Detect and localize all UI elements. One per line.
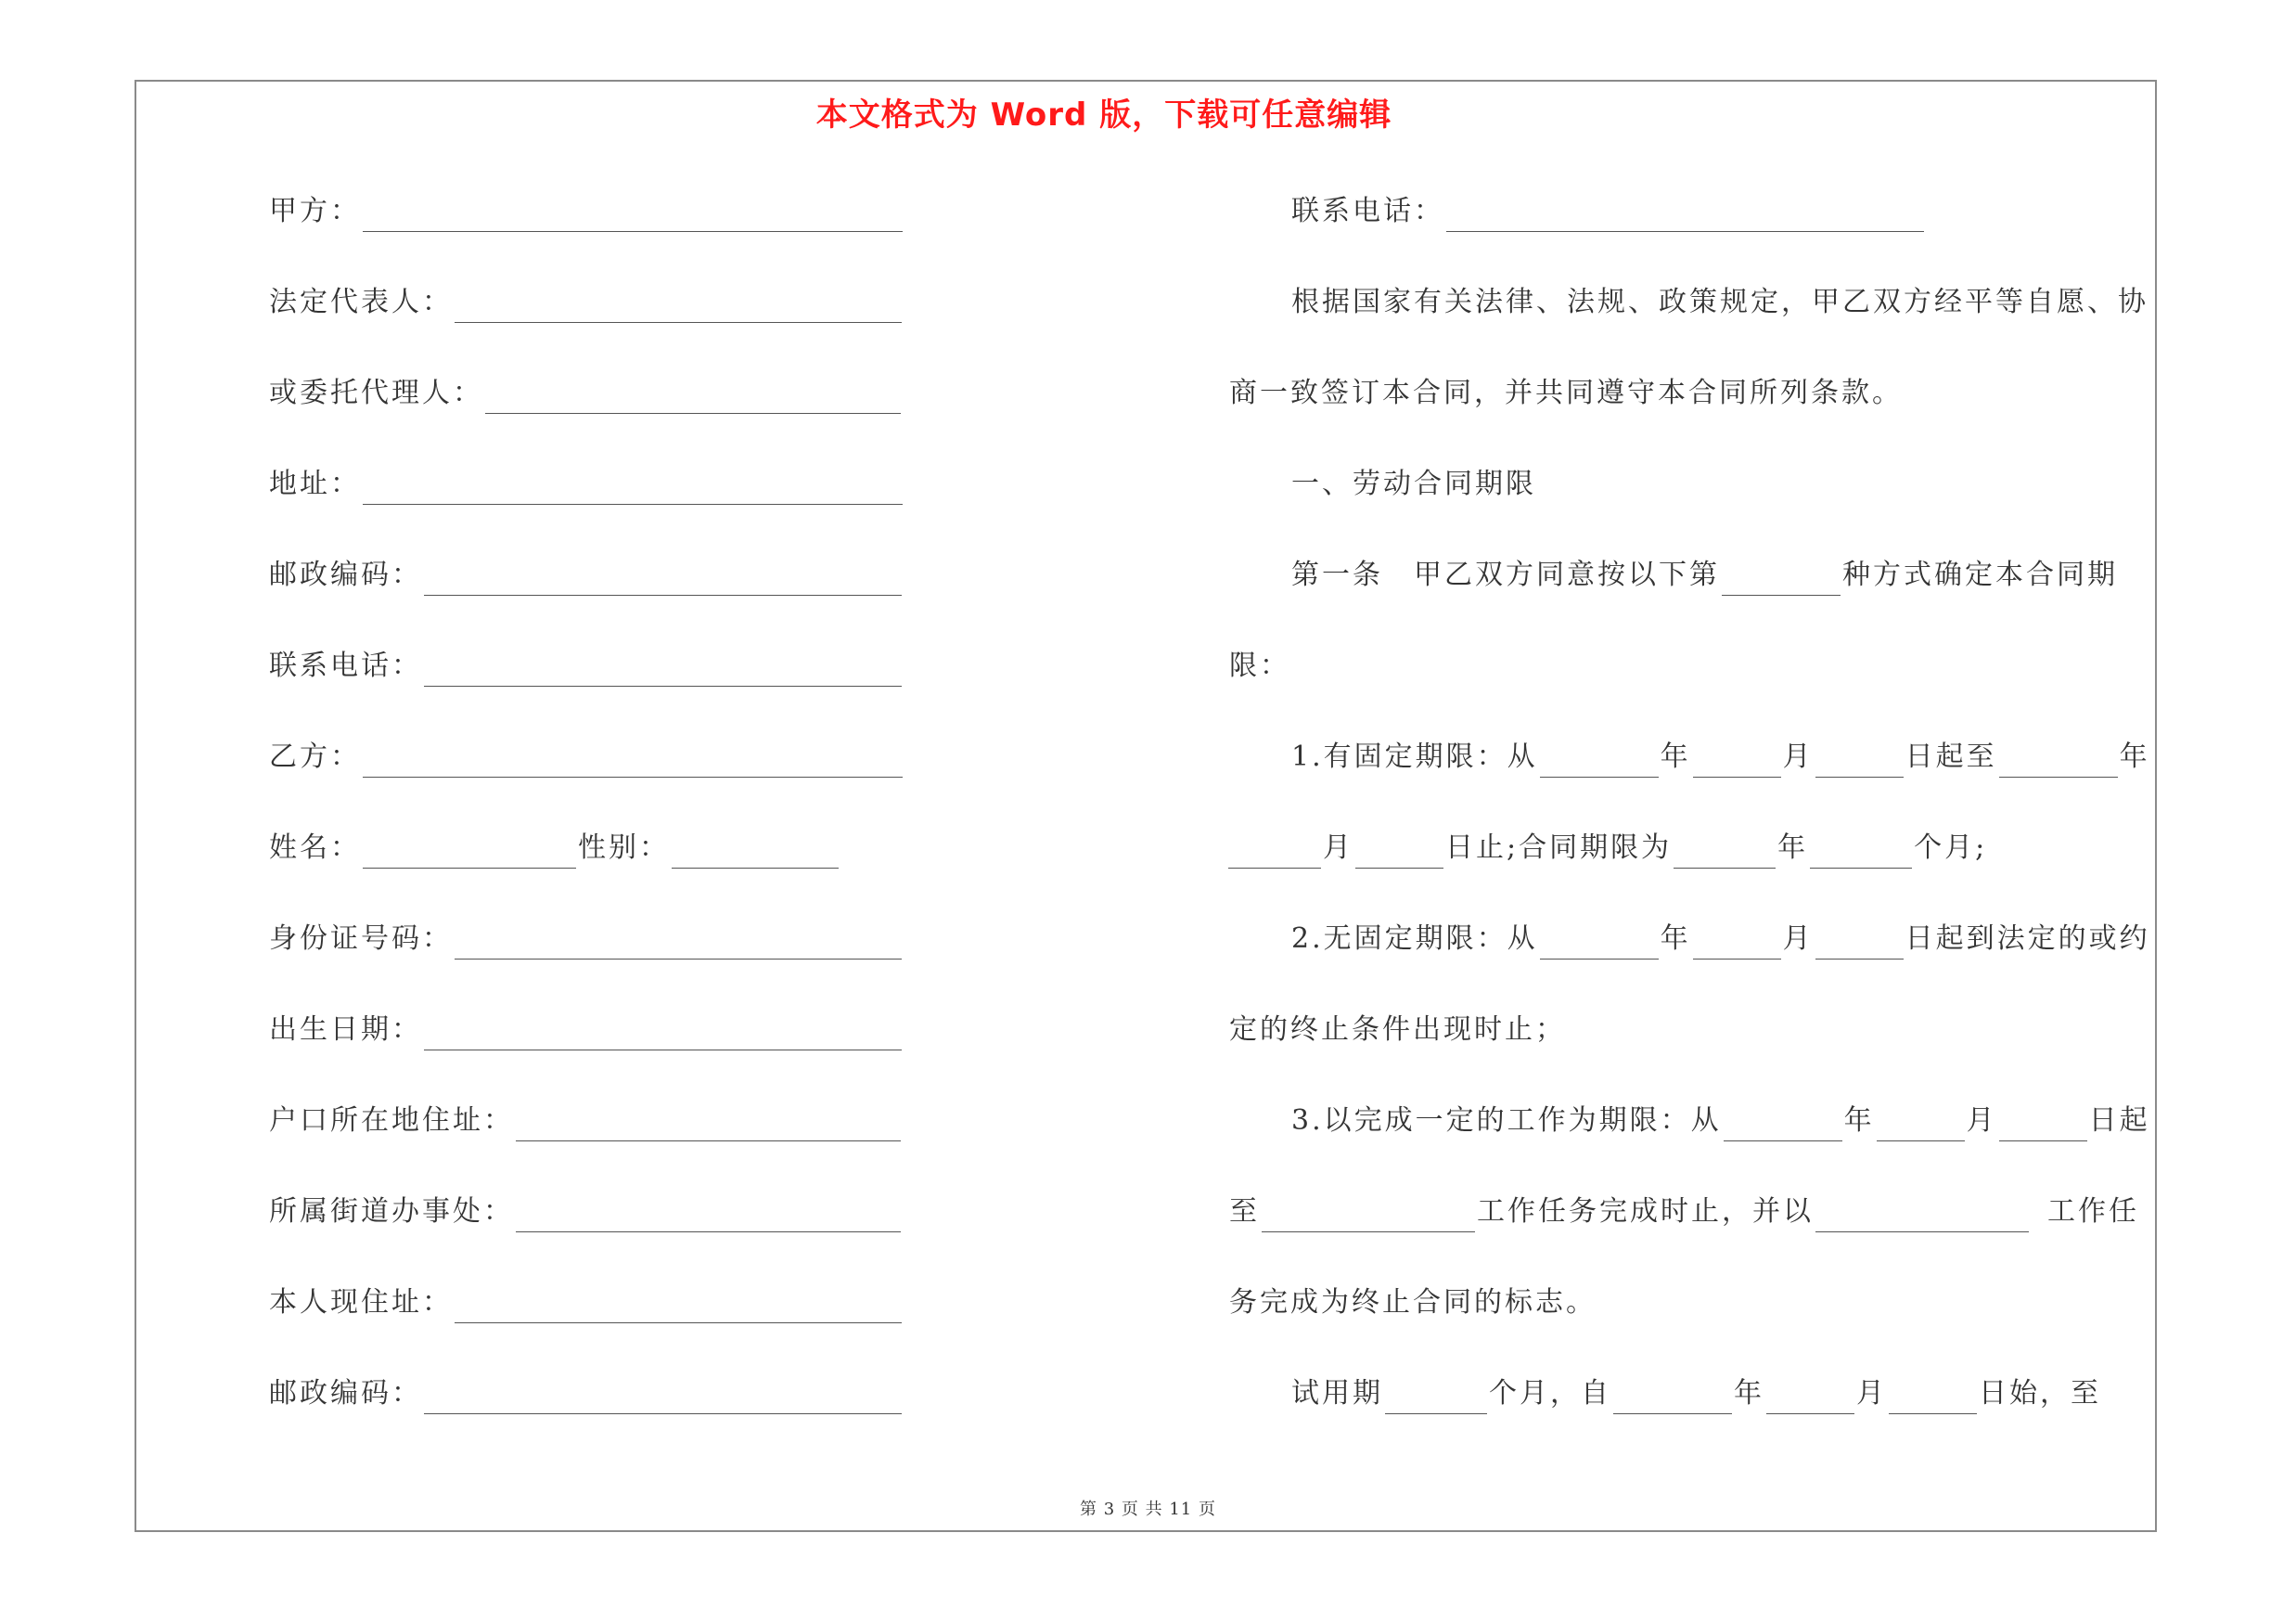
blank-line[interactable]	[455, 294, 902, 323]
blank-line[interactable]	[424, 1385, 902, 1414]
paragraph-text: 根据国家有关法律、法规、政策规定，甲乙双方经平等自愿、协	[1291, 286, 2148, 318]
field-label: 性别：	[578, 831, 670, 864]
paragraph-text: 月	[1782, 922, 1814, 955]
field-phone-a	[269, 646, 904, 687]
field-legal-rep	[269, 282, 904, 323]
blank-line[interactable]	[455, 931, 902, 960]
blank-line[interactable]	[1385, 1385, 1487, 1414]
field-label: 邮政编码：	[269, 559, 422, 591]
field-label: 本人现住址：	[269, 1286, 453, 1319]
paragraph-text: 个月，自	[1489, 1377, 1611, 1410]
option3-line1	[1291, 1101, 2150, 1141]
blank-line[interactable]	[1815, 1204, 2029, 1232]
field-label: 或委托代理人：	[269, 377, 483, 409]
blank-line[interactable]	[1815, 931, 1904, 960]
document-header: 本文格式为 Word 版，下载可任意编辑	[815, 97, 1392, 134]
option3-line3	[1229, 1282, 1597, 1323]
blank-line[interactable]	[672, 840, 839, 869]
blank-line[interactable]	[1999, 1113, 2087, 1141]
heading-text: 一、劳动合同期限	[1291, 468, 1536, 500]
blank-line[interactable]	[1540, 931, 1659, 960]
blank-line[interactable]	[1693, 931, 1781, 960]
paragraph-text: 1.有固定期限：从	[1291, 741, 1538, 773]
article1-line2	[1229, 646, 1290, 687]
blank-line[interactable]	[424, 658, 902, 687]
paragraph-text: 年	[1660, 922, 1691, 955]
paragraph-text: 月	[1856, 1377, 1887, 1410]
paragraph-text: 第一条 甲乙双方同意按以下第	[1291, 559, 1720, 591]
blank-line[interactable]	[363, 476, 903, 505]
blank-line[interactable]	[1355, 840, 1443, 869]
paragraph-text: 月	[1782, 741, 1814, 773]
paragraph-text: 个月;	[1914, 831, 1988, 864]
blank-line[interactable]	[363, 749, 903, 778]
field-label: 甲方：	[269, 195, 361, 227]
paragraph-text: 2.无固定期限：从	[1291, 922, 1538, 955]
paragraph-text: 月	[1323, 831, 1353, 864]
blank-line[interactable]	[1810, 840, 1912, 869]
intro-paragraph-line1	[1291, 282, 2148, 323]
field-household-address	[269, 1101, 903, 1141]
field-postcode-a	[269, 555, 904, 596]
blank-line[interactable]	[1540, 749, 1659, 778]
field-label: 法定代表人：	[269, 286, 453, 318]
blank-line[interactable]	[424, 1022, 902, 1050]
intro-paragraph-line2	[1229, 373, 1903, 414]
paragraph-text: 月	[1966, 1104, 1997, 1137]
field-postcode-b	[269, 1373, 904, 1414]
blank-line[interactable]	[1889, 1385, 1977, 1414]
paragraph-text: 日起到法定的或约	[1905, 922, 2150, 955]
field-name-gender	[269, 828, 840, 869]
field-label: 联系电话：	[1291, 195, 1444, 227]
paragraph-text: 3.以完成一定的工作为期限：从	[1291, 1104, 1722, 1137]
field-label: 邮政编码：	[269, 1377, 422, 1410]
paragraph-text: 工作任务完成时止，并以	[1477, 1195, 1814, 1228]
blank-line[interactable]	[1722, 567, 1841, 596]
blank-line[interactable]	[516, 1113, 901, 1141]
field-label: 姓名：	[269, 831, 361, 864]
blank-line[interactable]	[1999, 749, 2118, 778]
trial-period-line	[1291, 1373, 2101, 1414]
paragraph-text: 日始，至	[1979, 1377, 2101, 1410]
blank-line[interactable]	[363, 840, 576, 869]
blank-line[interactable]	[1724, 1113, 1842, 1141]
blank-line[interactable]	[1877, 1113, 1965, 1141]
blank-line[interactable]	[363, 203, 903, 232]
field-label: 所属街道办事处：	[269, 1195, 514, 1228]
option1-line2	[1226, 828, 1987, 869]
paragraph-text: 年	[1660, 741, 1691, 773]
field-address	[269, 464, 904, 505]
paragraph-text: 日止;合同期限为	[1445, 831, 1673, 864]
field-agent	[269, 373, 903, 414]
field-label: 户口所在地住址：	[269, 1104, 514, 1137]
article1-line1	[1291, 555, 2118, 596]
option2-line2	[1229, 1010, 1566, 1050]
paragraph-text: 工作任	[2047, 1195, 2139, 1228]
field-label: 出生日期：	[269, 1013, 422, 1046]
paragraph-text: 年	[1777, 831, 1809, 864]
blank-line[interactable]	[1613, 1385, 1732, 1414]
field-birth-date	[269, 1010, 904, 1050]
paragraph-text: 年	[1843, 1104, 1875, 1137]
paragraph-text: 日起	[2088, 1104, 2150, 1137]
paragraph-text: 商一致签订本合同，并共同遵守本合同所列条款。	[1229, 377, 1903, 409]
option1-line1	[1291, 737, 2150, 778]
paragraph-text: 定的终止条件出现时止；	[1229, 1013, 1566, 1046]
paragraph-text: 限：	[1229, 650, 1290, 682]
blank-line[interactable]	[455, 1295, 902, 1323]
blank-line[interactable]	[1693, 749, 1781, 778]
field-party-b	[269, 737, 904, 778]
blank-line[interactable]	[1228, 840, 1321, 869]
blank-line[interactable]	[1674, 840, 1776, 869]
section-title	[1291, 464, 1536, 505]
field-label: 乙方：	[269, 741, 361, 773]
paragraph-text: 至	[1229, 1195, 1260, 1228]
page-number: 第 3 页 共 11 页	[1080, 1500, 1216, 1519]
paragraph-text: 日起至	[1905, 741, 1997, 773]
blank-line[interactable]	[1815, 749, 1904, 778]
blank-line[interactable]	[1262, 1204, 1475, 1232]
field-id-number	[269, 919, 904, 960]
field-phone-b	[1291, 191, 1926, 232]
field-street-office	[269, 1191, 903, 1232]
blank-line[interactable]	[516, 1204, 901, 1232]
paragraph-text: 务完成为终止合同的标志。	[1229, 1286, 1597, 1319]
option2-line1	[1291, 919, 2150, 960]
paragraph-text: 种方式确定本合同期	[1842, 559, 2118, 591]
field-party-a	[269, 191, 904, 232]
paragraph-text: 试用期	[1291, 1377, 1383, 1410]
blank-line[interactable]	[1766, 1385, 1854, 1414]
paragraph-text: 年	[2119, 741, 2150, 773]
field-label: 地址：	[269, 468, 361, 500]
field-label: 联系电话：	[269, 650, 422, 682]
blank-line[interactable]	[1446, 203, 1924, 232]
field-label: 身份证号码：	[269, 922, 453, 955]
blank-line[interactable]	[424, 567, 902, 596]
field-current-address	[269, 1282, 904, 1323]
option3-line2	[1229, 1191, 2139, 1232]
paragraph-text: 年	[1734, 1377, 1764, 1410]
blank-line[interactable]	[485, 385, 901, 414]
